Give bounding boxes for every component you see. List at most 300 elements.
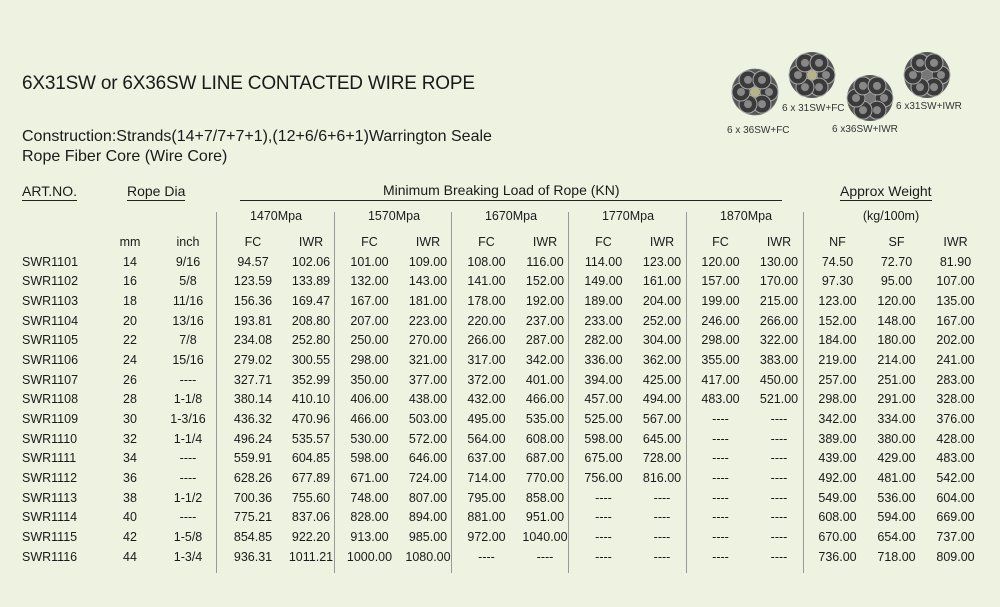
- table-cell: 252.80: [291, 333, 331, 348]
- table-cell: 141.00: [467, 274, 506, 289]
- table-row: [22, 370, 985, 390]
- table-cell: 170.00: [759, 274, 799, 289]
- table-row: [22, 449, 985, 469]
- table-cell: ----: [770, 510, 788, 525]
- table-cell: 18: [123, 293, 137, 308]
- table-row: [22, 311, 985, 331]
- subheader-cell: SF: [888, 234, 905, 249]
- table-cell: 401.00: [525, 372, 565, 387]
- table-cell: 7/8: [179, 333, 197, 348]
- table-cell: 736.00: [818, 549, 857, 564]
- table-cell: ----: [712, 510, 729, 525]
- table-cell: 718.00: [877, 549, 916, 564]
- subheader-cell: IWR: [298, 234, 324, 249]
- table-cell: 604.85: [291, 451, 331, 466]
- table-cell: 756.00: [584, 471, 623, 486]
- table-cell: ----: [595, 549, 612, 564]
- table-cell: 9/16: [175, 254, 201, 269]
- table-cell: 594.00: [877, 510, 916, 525]
- table-cell: 214.00: [877, 352, 916, 367]
- table-cell: 380.14: [233, 392, 273, 407]
- table-cell: 304.00: [642, 333, 682, 348]
- table-cell: 669.00: [936, 510, 975, 525]
- table-cell: ----: [712, 530, 729, 545]
- rope-dia-header: Rope Dia: [127, 183, 186, 199]
- rope-label-6x31sw-iwr: 6 x31SW+IWR: [896, 101, 962, 112]
- table-cell: 101.00: [350, 254, 389, 269]
- table-cell: 775.21: [233, 510, 273, 525]
- table-cell: 246.00: [701, 313, 740, 328]
- table-cell: 457.00: [584, 392, 623, 407]
- table-cell: 321.00: [408, 352, 448, 367]
- table-cell: 207.00: [350, 313, 389, 328]
- table-cell: 481.00: [877, 471, 916, 486]
- table-cell: 42: [123, 530, 137, 545]
- table-cell: 380.00: [877, 431, 916, 446]
- table-cell: 816.00: [642, 471, 682, 486]
- table-cell: 266.00: [467, 333, 506, 348]
- art-no-cell: SWR1104: [22, 313, 79, 328]
- table-cell: 40: [123, 510, 137, 525]
- table-cell: 1-1/8: [173, 392, 203, 407]
- table-cell: 483.00: [936, 451, 975, 466]
- table-cell: 985.00: [408, 530, 448, 545]
- table-cell: ----: [712, 431, 729, 446]
- table-cell: ----: [179, 372, 197, 387]
- table-cell: 178.00: [467, 293, 506, 308]
- table-row: [22, 330, 985, 350]
- table-cell: 189.00: [584, 293, 623, 308]
- table-cell: 204.00: [642, 293, 682, 308]
- table-cell: 881.00: [467, 510, 506, 525]
- table-cell: 828.00: [350, 510, 389, 525]
- table-cell: 149.00: [584, 274, 623, 289]
- table-cell: 809.00: [936, 549, 975, 564]
- table-cell: 152.00: [818, 313, 857, 328]
- table-cell: 32: [123, 431, 137, 446]
- table-cell: 671.00: [350, 471, 389, 486]
- table-cell: ----: [179, 451, 197, 466]
- table-cell: 148.00: [877, 313, 916, 328]
- table-cell: ----: [595, 490, 612, 505]
- table-cell: 521.00: [759, 392, 799, 407]
- subheader-cell: IWR: [532, 234, 558, 249]
- art-no-cell: SWR1106: [22, 352, 79, 367]
- table-cell: 795.00: [467, 490, 506, 505]
- table-cell: 432.00: [467, 392, 506, 407]
- min-breaking-load-underline: [240, 200, 782, 201]
- table-cell: 34: [123, 451, 137, 466]
- table-cell: 15/16: [172, 352, 204, 367]
- art-no-cell: SWR1111: [22, 451, 77, 466]
- table-cell: ----: [595, 510, 612, 525]
- art-no-cell: SWR1116: [22, 549, 78, 564]
- table-cell: ----: [712, 451, 729, 466]
- table-cell: 438.00: [408, 392, 448, 407]
- weight-unit-label: (kg/100m): [862, 209, 920, 223]
- table-cell: 24: [123, 352, 137, 367]
- subheader-cell: IWR: [766, 234, 792, 249]
- table-cell: 38: [123, 490, 137, 505]
- table-cell: 193.81: [233, 313, 273, 328]
- table-cell: 102.06: [291, 254, 331, 269]
- table-cell: 1080.00: [405, 549, 451, 564]
- table-cell: 97.30: [821, 274, 854, 289]
- table-cell: ----: [770, 451, 788, 466]
- table-cell: 223.00: [408, 313, 448, 328]
- table-cell: 20: [123, 313, 137, 328]
- table-cell: 608.00: [525, 431, 565, 446]
- table-cell: ----: [770, 412, 788, 427]
- table-cell: 724.00: [408, 471, 448, 486]
- table-cell: 94.57: [237, 254, 269, 269]
- table-cell: 202.00: [936, 333, 975, 348]
- subheader-cell: inch: [176, 234, 200, 249]
- table-cell: 406.00: [350, 392, 389, 407]
- art-no-cell: SWR1103: [22, 293, 79, 308]
- table-cell: 81.90: [939, 254, 972, 269]
- table-cell: 425.00: [642, 372, 682, 387]
- table-cell: 1-1/4: [173, 431, 203, 446]
- table-cell: 234.08: [233, 333, 273, 348]
- mpa-1670-label: 1670Mpa: [484, 209, 538, 223]
- table-cell: 237.00: [525, 313, 565, 328]
- table-cell: 748.00: [350, 490, 389, 505]
- table-cell: 728.00: [642, 451, 682, 466]
- table-cell: 1000.00: [346, 549, 393, 564]
- table-cell: ----: [653, 490, 671, 505]
- table-cell: 250.00: [350, 333, 389, 348]
- table-cell: 567.00: [642, 412, 682, 427]
- table-cell: 436.32: [233, 412, 273, 427]
- table-cell: 44: [123, 549, 137, 564]
- art-no-cell: SWR1105: [22, 333, 79, 348]
- table-cell: ----: [770, 549, 788, 564]
- table-cell: 135.00: [936, 293, 975, 308]
- table-cell: 251.00: [877, 372, 916, 387]
- table-cell: ----: [179, 510, 197, 525]
- table-cell: 936.31: [233, 549, 273, 564]
- table-cell: 219.00: [818, 352, 857, 367]
- table-cell: 536.00: [877, 490, 916, 505]
- table-cell: 858.00: [525, 490, 565, 505]
- table-cell: 429.00: [877, 451, 916, 466]
- table-cell: 184.00: [818, 333, 857, 348]
- art-no-cell: SWR1109: [22, 412, 79, 427]
- table-cell: 279.02: [233, 352, 273, 367]
- table-cell: 737.00: [936, 530, 975, 545]
- table-cell: 72.70: [880, 254, 913, 269]
- table-cell: 322.00: [759, 333, 799, 348]
- subheader-cell: IWR: [415, 234, 441, 249]
- table-cell: 167.00: [350, 293, 389, 308]
- table-cell: 913.00: [350, 530, 389, 545]
- table-cell: 854.85: [233, 530, 273, 545]
- table-cell: 161.00: [642, 274, 682, 289]
- table-cell: 466.00: [350, 412, 389, 427]
- table-cell: 120.00: [701, 254, 740, 269]
- table-cell: 143.00: [408, 274, 448, 289]
- table-cell: 30: [123, 412, 137, 427]
- table-cell: 564.00: [467, 431, 506, 446]
- table-cell: 394.00: [584, 372, 623, 387]
- table-row: [22, 429, 985, 449]
- rope-image-6x31sw-fc: [787, 50, 837, 100]
- table-cell: 215.00: [759, 293, 799, 308]
- table-cell: 133.89: [291, 274, 331, 289]
- table-cell: 559.91: [233, 451, 273, 466]
- table-cell: 192.00: [525, 293, 565, 308]
- subheader-art-blank: [22, 232, 108, 252]
- subheader-cell: FC: [361, 234, 378, 249]
- page-title: 6X31SW or 6X36SW LINE CONTACTED WIRE ROPE: [22, 73, 475, 94]
- table-cell: ----: [712, 412, 729, 427]
- table-cell: 645.00: [642, 431, 682, 446]
- table-cell: 282.00: [584, 333, 623, 348]
- table-cell: ----: [770, 530, 788, 545]
- table-cell: 1-3/4: [173, 549, 203, 564]
- table-cell: ----: [712, 549, 729, 564]
- table-cell: 342.00: [525, 352, 565, 367]
- table-cell: ----: [536, 549, 554, 564]
- mpa-1770-label: 1770Mpa: [601, 209, 655, 223]
- table-cell: 483.00: [701, 392, 740, 407]
- table-cell: 670.00: [818, 530, 857, 545]
- art-no-cell: SWR1115: [22, 530, 78, 545]
- table-cell: 14: [123, 254, 137, 269]
- table-cell: 700.36: [233, 490, 273, 505]
- table-cell: 972.00: [467, 530, 506, 545]
- table-cell: 123.00: [818, 293, 857, 308]
- table-cell: 1-3/16: [170, 412, 206, 427]
- table-cell: 675.00: [584, 451, 623, 466]
- table-cell: 654.00: [877, 530, 916, 545]
- art-no-cell: SWR1101: [22, 254, 79, 269]
- table-cell: 132.00: [350, 274, 389, 289]
- table-cell: 11/16: [172, 293, 204, 308]
- table-cell: 439.00: [818, 451, 857, 466]
- table-cell: 95.00: [880, 274, 913, 289]
- art-no-cell: SWR1114: [22, 510, 78, 525]
- table-cell: 107.00: [936, 274, 975, 289]
- table-cell: 199.00: [701, 293, 740, 308]
- table-cell: 298.00: [701, 333, 740, 348]
- table-cell: 169.47: [291, 293, 331, 308]
- table-cell: 167.00: [936, 313, 975, 328]
- subheader-cell: mm: [119, 234, 141, 249]
- table-cell: 252.00: [642, 313, 682, 328]
- table-cell: 266.00: [759, 313, 799, 328]
- table-cell: 951.00: [525, 510, 565, 525]
- column-subheader-row: [22, 232, 985, 252]
- rope-label-6x36sw-fc: 6 x 36SW+FC: [727, 125, 790, 136]
- table-cell: 549.00: [818, 490, 857, 505]
- table-cell: 327.71: [233, 372, 273, 387]
- table-cell: 28: [123, 392, 137, 407]
- table-cell: 466.00: [525, 392, 565, 407]
- table-cell: 120.00: [877, 293, 916, 308]
- table-cell: 492.00: [818, 471, 857, 486]
- table-cell: 598.00: [584, 431, 623, 446]
- table-cell: 646.00: [408, 451, 448, 466]
- rope-image-6x36sw-fc: [730, 67, 780, 117]
- table-cell: 376.00: [936, 412, 975, 427]
- table-cell: 241.00: [936, 352, 975, 367]
- table-cell: 270.00: [408, 333, 448, 348]
- table-cell: ----: [653, 510, 671, 525]
- rope-cross-section-images: [720, 45, 980, 145]
- rope-image-6x36sw-iwr: [845, 73, 895, 123]
- table-cell: 208.80: [291, 313, 331, 328]
- table-cell: 109.00: [408, 254, 448, 269]
- mpa-1470-label: 1470Mpa: [249, 209, 303, 223]
- table-cell: 334.00: [877, 412, 916, 427]
- table-cell: 1-1/2: [173, 490, 203, 505]
- table-cell: 283.00: [936, 372, 975, 387]
- table-cell: 428.00: [936, 431, 975, 446]
- table-row: [22, 468, 985, 488]
- table-cell: 116.00: [526, 254, 564, 269]
- subheader-cell: FC: [478, 234, 495, 249]
- table-cell: 494.00: [642, 392, 682, 407]
- table-cell: 1040.00: [522, 530, 568, 545]
- table-cell: 628.26: [233, 471, 273, 486]
- table-cell: 220.00: [467, 313, 506, 328]
- table-cell: 383.00: [759, 352, 799, 367]
- table-cell: 123.59: [233, 274, 273, 289]
- table-cell: 26: [123, 372, 137, 387]
- table-cell: 377.00: [408, 372, 448, 387]
- table-cell: ----: [179, 471, 197, 486]
- table-cell: 108.00: [467, 254, 506, 269]
- table-cell: 535.57: [291, 431, 331, 446]
- construction-line-1: Construction:Strands(14+7/7+7+1),(12+6/6+6+1)Warrington Seale: [22, 128, 492, 145]
- art-no-cell: SWR1107: [22, 372, 79, 387]
- table-cell: ----: [712, 490, 729, 505]
- table-cell: ----: [653, 530, 671, 545]
- table-cell: 496.24: [233, 431, 273, 446]
- rope-label-6x36sw-iwr: 6 x36SW+IWR: [832, 124, 898, 135]
- art-no-header: ART.NO.: [22, 183, 77, 199]
- table-cell: 152.00: [525, 274, 565, 289]
- construction-description: [22, 127, 492, 167]
- subheader-cell: FC: [712, 234, 729, 249]
- table-cell: 317.00: [467, 352, 506, 367]
- table-row: [22, 409, 985, 429]
- table-cell: 677.89: [291, 471, 331, 486]
- table-cell: 608.00: [818, 510, 857, 525]
- table-cell: 572.00: [408, 431, 448, 446]
- table-cell: 157.00: [701, 274, 740, 289]
- table-row: [22, 547, 985, 567]
- table-cell: 257.00: [818, 372, 857, 387]
- table-cell: 342.00: [818, 412, 857, 427]
- table-cell: 1-5/8: [173, 530, 203, 545]
- table-row: [22, 271, 985, 291]
- table-cell: 714.00: [467, 471, 506, 486]
- table-row: [22, 350, 985, 370]
- subheader-cell: IWR: [649, 234, 675, 249]
- subheader-cell: FC: [595, 234, 612, 249]
- table-cell: 287.00: [525, 333, 565, 348]
- table-cell: ----: [770, 490, 788, 505]
- art-no-cell: SWR1108: [22, 392, 79, 407]
- table-cell: 156.36: [233, 293, 273, 308]
- construction-line-2: Rope Fiber Core (Wire Core): [22, 148, 228, 165]
- table-cell: ----: [770, 431, 788, 446]
- table-cell: 328.00: [936, 392, 975, 407]
- table-row: [22, 527, 985, 547]
- table-cell: 16: [123, 274, 137, 289]
- mpa-1570-label: 1570Mpa: [367, 209, 421, 223]
- table-cell: 5/8: [179, 274, 197, 289]
- table-cell: ----: [653, 549, 671, 564]
- table-cell: 837.06: [291, 510, 331, 525]
- table-cell: 894.00: [408, 510, 448, 525]
- mpa-1870-label: 1870Mpa: [719, 209, 773, 223]
- table-cell: 74.50: [821, 254, 854, 269]
- subheader-cell: IWR: [943, 234, 968, 249]
- table-cell: 355.00: [701, 352, 740, 367]
- table-cell: 336.00: [584, 352, 623, 367]
- table-cell: 300.55: [291, 352, 331, 367]
- table-cell: 450.00: [759, 372, 799, 387]
- subheader-cell: NF: [829, 234, 846, 249]
- table-row: [22, 390, 985, 410]
- table-row: [22, 508, 985, 528]
- table-cell: 13/16: [172, 313, 204, 328]
- table-cell: 637.00: [467, 451, 506, 466]
- min-breaking-load-header: Minimum Breaking Load of Rope (KN): [383, 182, 620, 198]
- table-cell: 233.00: [584, 313, 623, 328]
- table-cell: 291.00: [877, 392, 916, 407]
- art-no-cell: SWR1112: [22, 471, 78, 486]
- art-no-cell: SWR1113: [22, 490, 78, 505]
- table-cell: 352.99: [291, 372, 331, 387]
- table-cell: 181.00: [408, 293, 448, 308]
- table-cell: ----: [478, 549, 495, 564]
- table-cell: 389.00: [818, 431, 857, 446]
- table-cell: 542.00: [936, 471, 975, 486]
- wire-rope-table: [22, 232, 985, 567]
- table-body: [22, 232, 985, 567]
- table-cell: 298.00: [350, 352, 389, 367]
- table-cell: 180.00: [877, 333, 916, 348]
- table-cell: 123.00: [642, 254, 682, 269]
- table-cell: 530.00: [350, 431, 389, 446]
- table-cell: 922.20: [291, 530, 331, 545]
- rope-image-6x31sw-iwr: [902, 50, 952, 100]
- table-cell: 598.00: [350, 451, 389, 466]
- table-cell: 36: [123, 471, 137, 486]
- table-cell: 470.96: [291, 412, 331, 427]
- table-cell: 114.00: [584, 254, 623, 269]
- approx-weight-header: Approx Weight: [840, 183, 932, 199]
- art-no-cell: SWR1102: [22, 274, 79, 289]
- table-row: [22, 252, 985, 272]
- table-cell: 417.00: [701, 372, 740, 387]
- table-cell: 807.00: [408, 490, 448, 505]
- table-cell: ----: [595, 530, 612, 545]
- table-cell: 22: [123, 333, 137, 348]
- table-cell: 755.60: [291, 490, 331, 505]
- table-cell: 535.00: [525, 412, 565, 427]
- table-cell: 525.00: [584, 412, 623, 427]
- table-cell: 298.00: [818, 392, 857, 407]
- table-cell: 362.00: [642, 352, 682, 367]
- table-row: [22, 488, 985, 508]
- table-row: [22, 291, 985, 311]
